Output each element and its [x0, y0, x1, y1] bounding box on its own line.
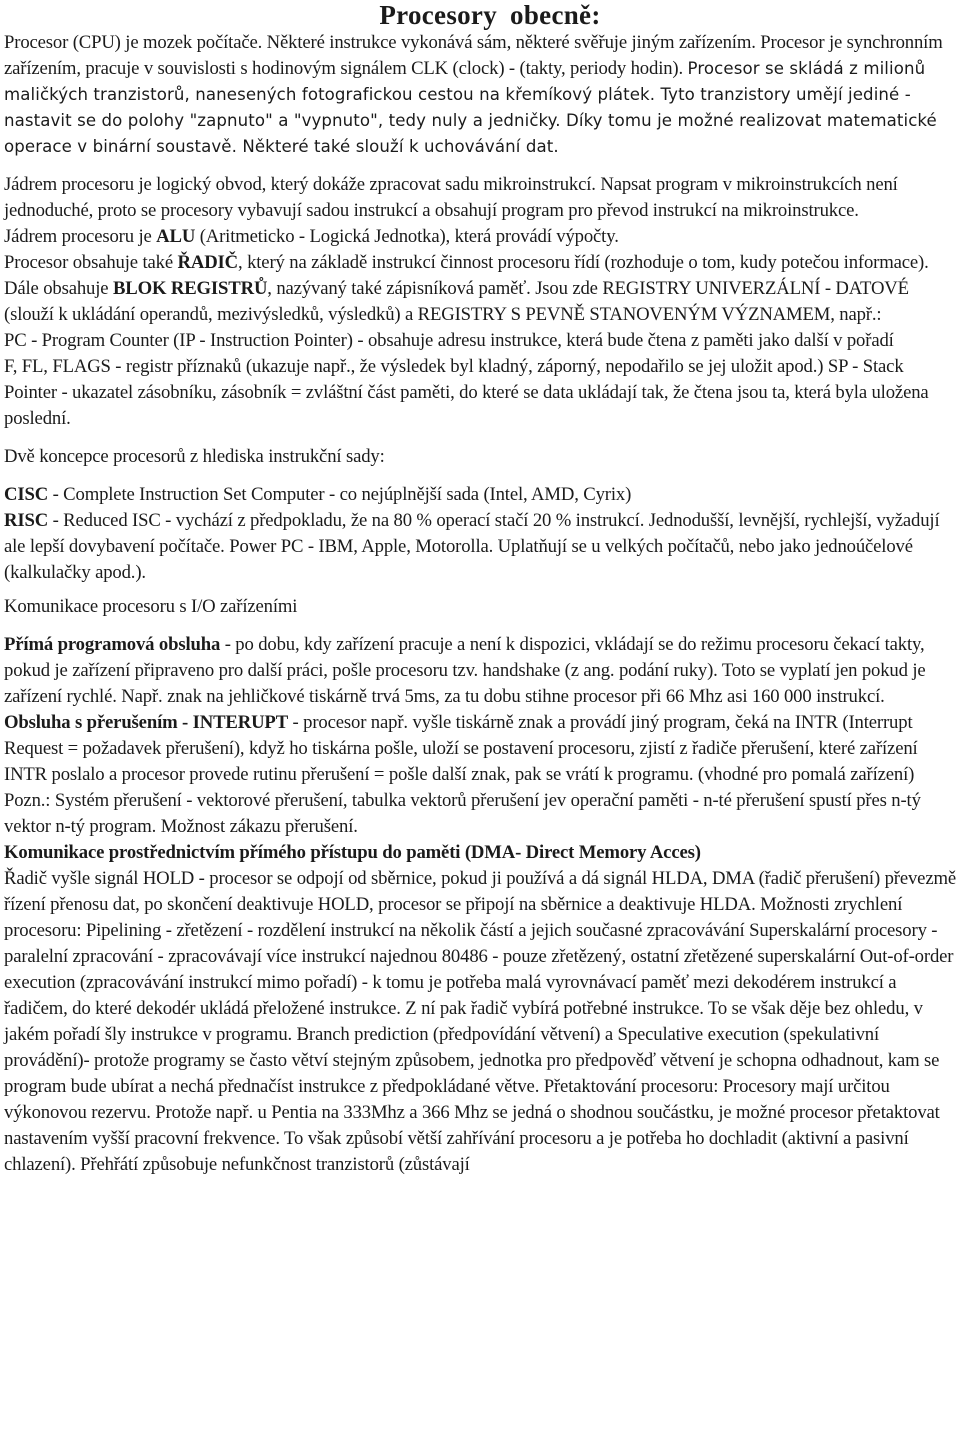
controller-term: ŘADIČ [177, 252, 239, 273]
alu-term: ALU [156, 226, 196, 247]
interrupt-note-paragraph: Pozn.: Systém přerušení - vektorové přerušení, tabulka vektorů přerušení jev operační paměti - n-té přerušení spustí přes n-tý vektor n-tý program. Možnost zákazu přerušení. [4, 790, 921, 837]
intro-text-sans: Procesor se skládá z milionů maličkých tranzistorů, nanesených fotografickou cestou na křemíkový plátek. Tyto tranzistory umějí jediné - nastavit se do polohy "zapnuto" a "vypnuto", tedy nuly a jedničky. Díky tomu je možné realizovat matematické operace v binární soustavě. Některé také slouží k uchovávání dat. [4, 59, 937, 156]
controller-paragraph: Procesor obsahuje také ŘADIČ, který na základě instrukcí činnost procesoru řídí (rozhoduje o tom, kudy potečou informace). Dále obsahuje BLOK REGISTRŮ, nazývaný také zápisníková paměť. Jsou zde REGISTRY UNIVERZÁLNÍ - DATOVÉ (slouží k ukládání operandů, mezivýsledků, výsledků) a REGISTRY S PEVNĚ STANOVENÝM VÝZNAMEM, např.: [4, 252, 929, 325]
register-block-term: BLOK REGISTRŮ [112, 278, 268, 299]
dma-heading: Komunikace prostřednictvím přímého přístupu do paměti (DMA- Direct Memory Acces) [4, 842, 701, 863]
microinstruction-paragraph: Jádrem procesoru je logický obvod, který dokáže zpracovat sadu mikroinstrukcí. Napsat program v mikroinstrukcích není jednoduché, proto se procesory vybavují sadou instrukcí a obsahují program pro převod instrukcí na mikroinstrukce. [4, 174, 898, 221]
cisc-term: CISC [4, 484, 49, 505]
risc-paragraph: RISC - Reduced ISC - vychází z předpokladu, že na 80 % operací stačí 20 % instrukcí. Jednodušší, levnější, rychlejší, vyžadují ale lepší dovybavení počítače. Power PC - IBM, Apple, Motorolla. Uplatňují se u velkých počítačů, nebo jako jednoúčelové (kalkulačky apod.). [4, 510, 940, 583]
instruction-set-heading: Dvě koncepce procesorů z hlediska instrukční sady: [4, 446, 385, 467]
document-page [4, 0, 956, 1178]
cisc-paragraph: CISC - Complete Instruction Set Computer - co nejúplnější sada (Intel, AMD, Cyrix) [4, 484, 632, 505]
intro-text: Procesor (CPU) je mozek počítače. Některé instrukce vykonává sám, některé svěřuje jiným zařízením. Procesor je synchronním zařízením, pracuje v souvislosti s hodinovým signálem CLK (clock) - (takty, periody hodin). [4, 32, 943, 79]
io-communication-heading: Komunikace procesoru s I/O zařízeními [4, 596, 298, 617]
direct-io-paragraph: Přímá programová obsluha - po dobu, kdy zařízení pracuje a není k dispozici, vkládají se do režimu procesoru čekací takty, pokud je zařízení připraveno pro další práci, pošle procesoru tzv. handshake (z ang. podání ruky). Toto se vyplatí jen pokud je zařízení rychlé. Např. znak na jehličkové tiskárně trvá 5ms, za tu dobu stihne procesor při 66 Mhz asi 160 000 instrukcí. [4, 634, 926, 707]
alu-paragraph: Jádrem procesoru je ALU (Aritmeticko - Logická Jednotka), která provádí výpočty. [4, 226, 619, 247]
dma-paragraph: Řadič vyšle signál HOLD - procesor se odpojí od sběrnice, pokud ji používá a dá signál HLDA, DMA (řadič přerušení) převezmě řízení přenosu dat, po skončení deaktivuje HOLD, procesor se připojí na sběrnice a deaktivuje HLDA. Možnosti zrychlení procesoru: Pipelining - zřetězení - rozdělení instrukcí na několik částí a jejich současné zpracovávání Superskalární procesory - paralelní zpracování - zpracovávají více instrukcí najednou 80486 - pouze zřetězený, ostatní zřetězené superskalární Out-of-order execution (zpracovávání instrukcí mimo pořadí) - k tomu je potřeba malá vyrovnávací paměť mezi dekodérem instrukcí a řadičem, do které dekodér ukládá přeložené instrukce. Z ní pak řadič vybírá potřebné instrukce. To se však děje bez ohledu, v jakém pořadí šly instrukce v programu. Branch prediction (předpovídání větvení) a Speculative execution (spekulativní provádění)- protože programy se často větví stejným způsobem, jednotka pro předpověď větvení je schopna odhadnout, kam se program bude ubírat a nechá přednačíst instrukce z předpokládané větve. Přetaktování procesoru: Procesory mají určitou výkonovou rezervu. Protože např. u Pentia na 333Mhz a 366 Mhz se jedná o shodnou součástku, je možné procesor přetaktovat nastavením vyšší pracovní frekvence. To však způsobí větší zahřívání procesoru a je potřeba ho dochladit (aktivní a pasivní chlazení). Přehřátí způsobuje nefunkčnost tranzistorů (zůstávají [4, 868, 956, 1175]
page-title: Procesory obecně: [379, 0, 601, 30]
flags-paragraph: F, FL, FLAGS - registr příznaků (ukazuje např., že výsledek byl kladný, záporný, nepodařilo se jej uložit apod.) SP - Stack Pointer - ukazatel zásobníku, zásobník = zvláštní část paměti, do které se data ukládají tak, že čtena jsou ta, která byla uložena poslední. [4, 356, 929, 429]
direct-io-term: Přímá programová obsluha [4, 634, 221, 655]
intro-paragraph [4, 30, 956, 160]
interrupt-term: Obsluha s přerušením - INTERUPT [4, 712, 289, 733]
risc-term: RISC [4, 510, 49, 531]
program-counter-paragraph: PC - Program Counter (IP - Instruction Pointer) - obsahuje adresu instrukce, která bude čtena z paměti jako další v pořadí [4, 330, 894, 351]
interrupt-paragraph: Obsluha s přerušením - INTERUPT - procesor např. vyšle tiskárně znak a provádí jiný program, čeká na INTR (Interrupt Request = požadavek přerušení), když ho tiskárna pošle, uloží se postavení procesoru, zjistí z řadiče přerušení, které zařízení INTR poslalo a procesor provede rutinu přerušení = pošle další znak, pak se vrátí k programu. (vhodné pro pomalá zařízení) [4, 712, 918, 785]
